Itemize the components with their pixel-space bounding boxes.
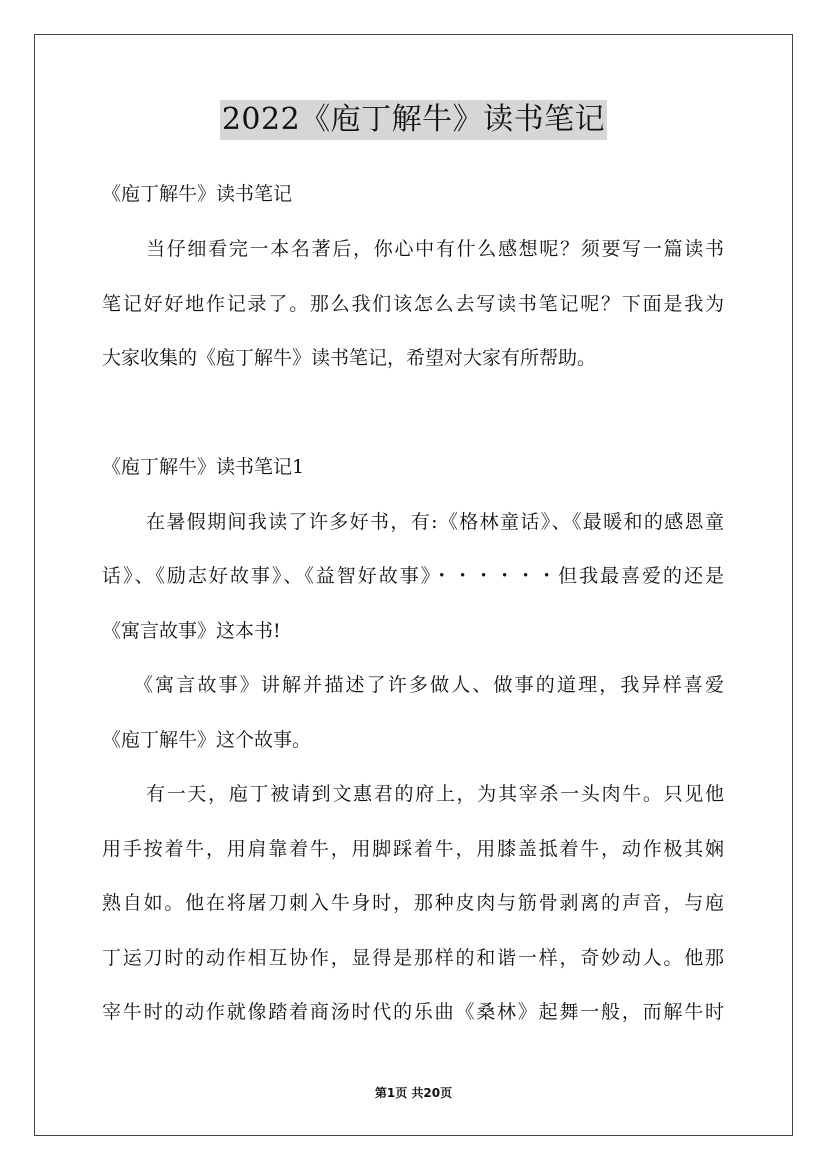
para3-line-1: 有一天，庖丁被请到文惠君的府上，为其宰杀一头肉牛。只见他: [146, 783, 724, 805]
para3-line-3: 熟自如。他在将屠刀刺入牛身时，那种皮肉与筋骨剥离的声音，与庖: [102, 892, 724, 914]
page-footer: 第1页 共20页: [374, 1086, 453, 1100]
document-title-wrap: [0, 100, 827, 140]
intro-line-2: 笔记好好地作记录了。那么我们该怎么去写读书笔记呢？下面是我为: [102, 293, 724, 315]
intro-line-1: 当仔细看完一本名著后，你心中有什么感想呢？须要写一篇读书: [146, 238, 724, 260]
section-heading-1: 《庖丁解牛》读书笔记1: [102, 456, 305, 478]
document-title: 2022《庖丁解牛》读书笔记: [220, 100, 607, 140]
para1-line-1: 在暑假期间我读了许多好书，有:《格林童话》、《最暖和的感恩童: [146, 511, 724, 533]
para3-line-5: 宰牛时的动作就像踏着商汤时代的乐曲《桑林》起舞一般，而解牛时: [102, 1001, 724, 1023]
intro-line-3: 大家收集的《庖丁解牛》读书笔记，希望对大家有所帮助。: [102, 347, 597, 369]
para2-line-1: 《寓言故事》讲解并描述了许多做人、做事的道理，我异样喜爱: [134, 674, 724, 696]
para3-line-4: 丁运刀时的动作相互协作，显得是那样的和谐一样，奇妙动人。他那: [102, 947, 724, 969]
para1-line-2: 话》、《励志好故事》、《益智好故事》・・・・・・但我最喜爱的还是: [102, 565, 724, 587]
para2-line-2: 《庖丁解牛》这个故事。: [102, 729, 312, 751]
section-heading: 《庖丁解牛》读书笔记: [102, 183, 293, 205]
para3-line-2: 用手按着牛，用肩靠着牛，用脚踩着牛，用膝盖抵着牛，动作极其娴: [102, 838, 724, 860]
para1-line-3: 《寓言故事》这本书!: [102, 620, 281, 642]
